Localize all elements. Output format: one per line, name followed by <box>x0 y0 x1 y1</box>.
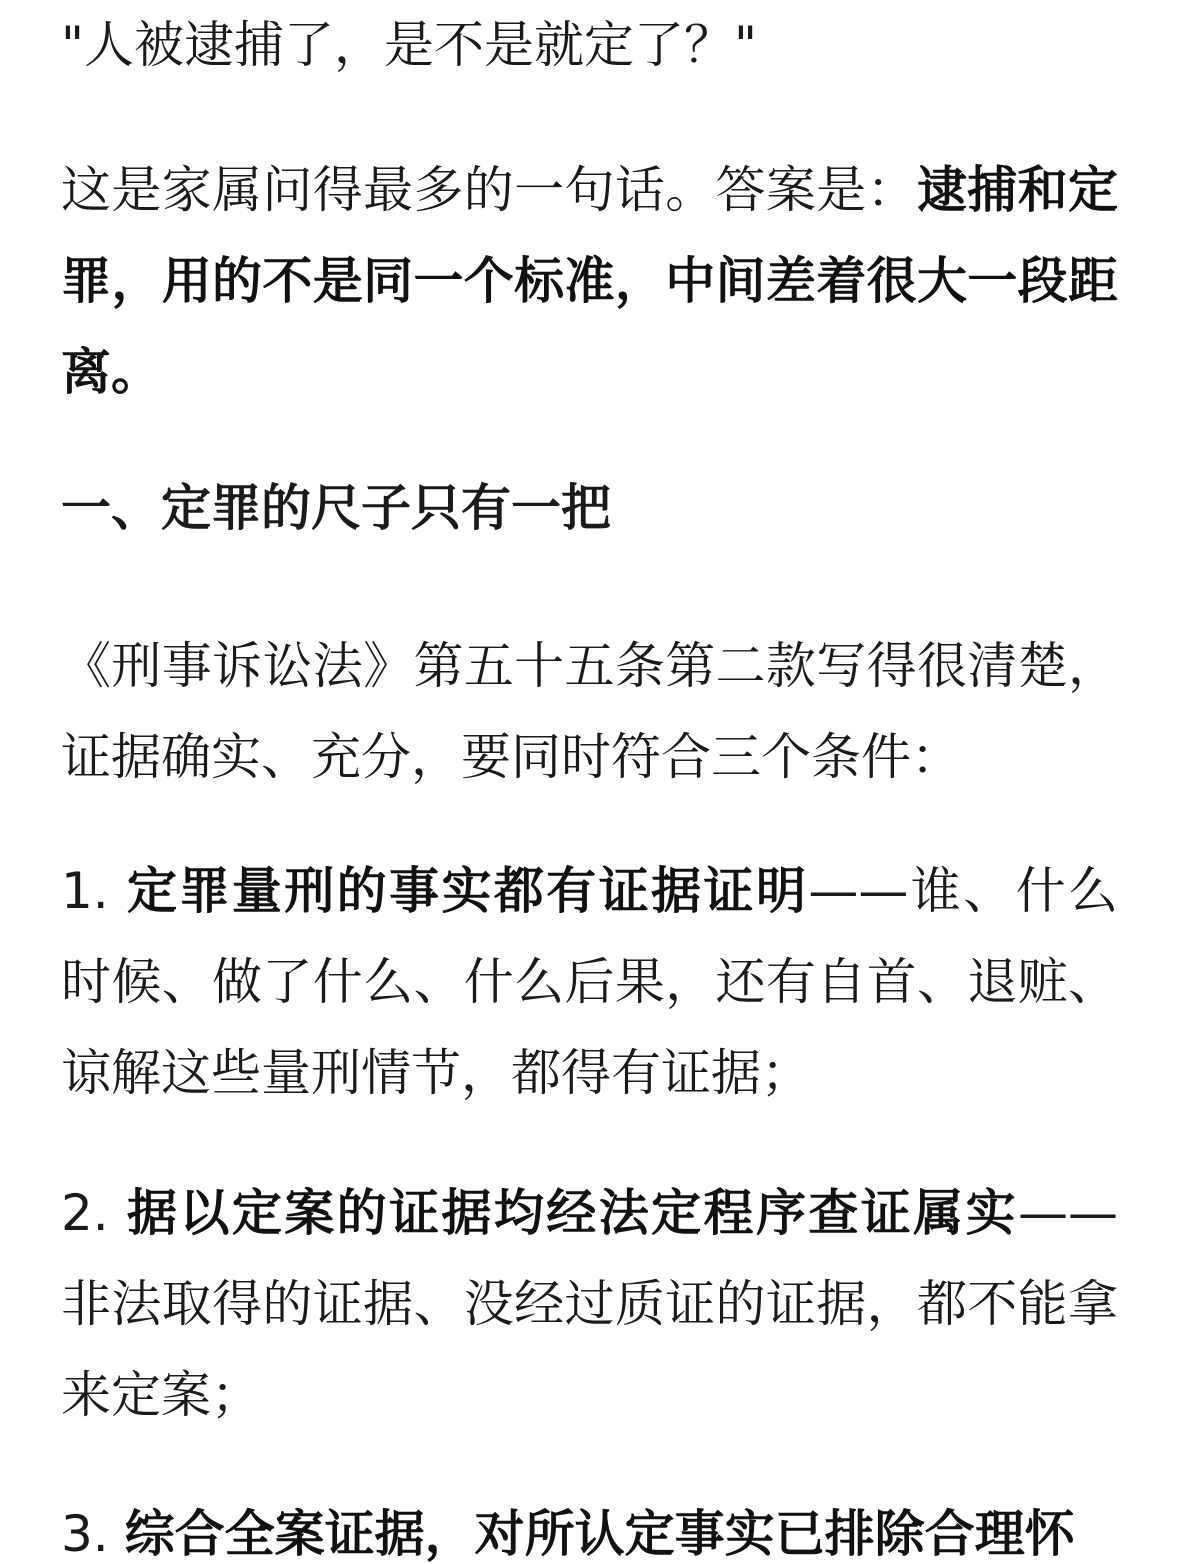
law-paragraph <box>61 621 1118 803</box>
intro-text: 这是家属问得最多的一句话。答案是： <box>61 161 917 219</box>
list-item-number: 3. <box>61 1505 125 1563</box>
opening-question <box>61 0 1118 91</box>
intro-paragraph <box>61 145 1118 418</box>
list-item-bold-text: 定罪量刑的事实都有证据证明 <box>127 862 809 920</box>
section-heading <box>61 463 1118 554</box>
article-body <box>61 0 1118 1564</box>
section-heading-text: 一、定罪的尺子只有一把 <box>61 479 611 537</box>
list-item-bold-text: 据以定案的证据均经法定程序查证属实 <box>127 1184 1018 1242</box>
intro-bold-text: 逮捕和定罪，用的不是同一个标准，中间差着很大一段距离。 <box>61 161 1118 401</box>
opening-question-text: "人被逮捕了，是不是就定了？" <box>61 16 757 74</box>
list-item-1 <box>61 846 1118 1119</box>
list-item-bold-text: 综合全案证据，对所认定事实已排除合理怀 <box>124 1505 1075 1563</box>
list-item-3 <box>61 1489 1118 1564</box>
law-paragraph-text: 《刑事诉讼法》第五十五条第二款写得很清楚，证据确实、充分，要同时符合三个条件： <box>61 637 1118 786</box>
list-item-text: ——谁、什么时候、做了什么、什么后果，还有自首、退赃、谅解这些量刑情节，都得有证据； <box>61 862 1118 1102</box>
list-item-text: ——非法取得的证据、没经过质证的证据，都不能拿来定案； <box>61 1184 1118 1424</box>
list-item-number: 2. <box>61 1184 128 1242</box>
list-item-2 <box>61 1168 1118 1441</box>
list-item-number: 1. <box>61 862 128 920</box>
